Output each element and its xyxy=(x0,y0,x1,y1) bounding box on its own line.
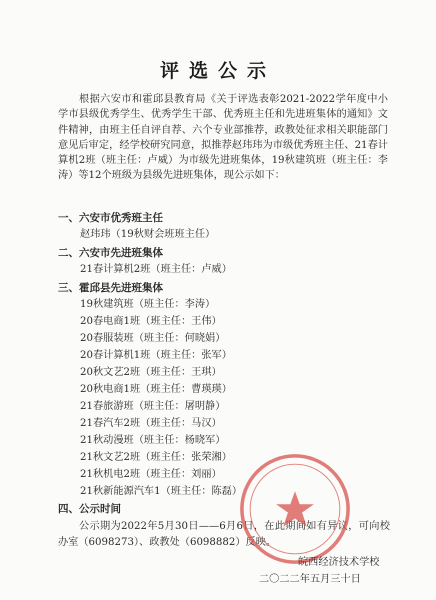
signature-date: 二〇二二年五月三十日 xyxy=(259,574,361,585)
list-item: 21春旅游班（班主任：屠明静） xyxy=(80,401,226,412)
section-heading-period: 四、公示时间 xyxy=(58,503,121,515)
list-item: 21秋新能源汽车1（班主任：陈磊） xyxy=(80,486,243,497)
list-item: 21秋文艺2班（班主任：张荣湘） xyxy=(80,452,232,463)
list-item: 21秋动漫班（班主任：杨晓军） xyxy=(80,435,226,446)
section-heading-city-teacher: 一、六安市优秀班主任 xyxy=(58,212,163,224)
section-heading-city-class: 二、六安市先进班集体 xyxy=(58,247,163,259)
list-item: 20秋电商1班（班主任：曹瑛瑛） xyxy=(80,384,232,395)
list-item: 21春计算机2班（班主任：卢威） xyxy=(80,264,232,275)
official-seal-icon xyxy=(236,450,354,568)
signature-school: 皖西经济技术学校 xyxy=(298,557,380,568)
list-item: 20春服装班（班主任：何晓娟） xyxy=(80,333,226,344)
page-title: 评选公示 xyxy=(159,60,276,82)
list-item: 21秋机电2班（班主任：刘丽） xyxy=(80,469,222,480)
intro-paragraph: 根据六安市和霍邱县教育局《关于评选表彰2021-2022学年度中小学市县级优秀学生、优秀学生干部、优秀班主任和先进班集体的通知》文件精神，由班主任自评自荐、六个专业部推荐，政教处征求相关职能部门意见后审定，经学校研究同意，拟推荐赵玮玮为市级优秀班主任、21春计算机2班（班主任：卢威）为市级先进班集体，19秋建筑班（班主任：李涛）等12个班级为县级先进班集体，现公示如下： xyxy=(58,94,388,182)
list-item: 20秋文艺2班（班主任：王琪） xyxy=(80,367,222,378)
list-item: 19秋建筑班（班主任：李涛） xyxy=(80,299,216,310)
notice-paragraph: 公示期为2022年5月30日——6月6日，在此期间如有异议，可向校办室（6098273）、政教处（6098882）反映。 xyxy=(58,521,390,548)
list-item: 赵玮玮（19秋财会班班主任） xyxy=(80,229,216,240)
list-item: 21春汽车2班（班主任：马汉） xyxy=(80,418,222,429)
list-item: 20春电商1班（班主任：王伟） xyxy=(80,316,222,327)
section-heading-county-class: 三、霍邱县先进班集体 xyxy=(58,282,163,294)
list-item: 20春计算机1班（班主任：张军） xyxy=(80,350,232,361)
